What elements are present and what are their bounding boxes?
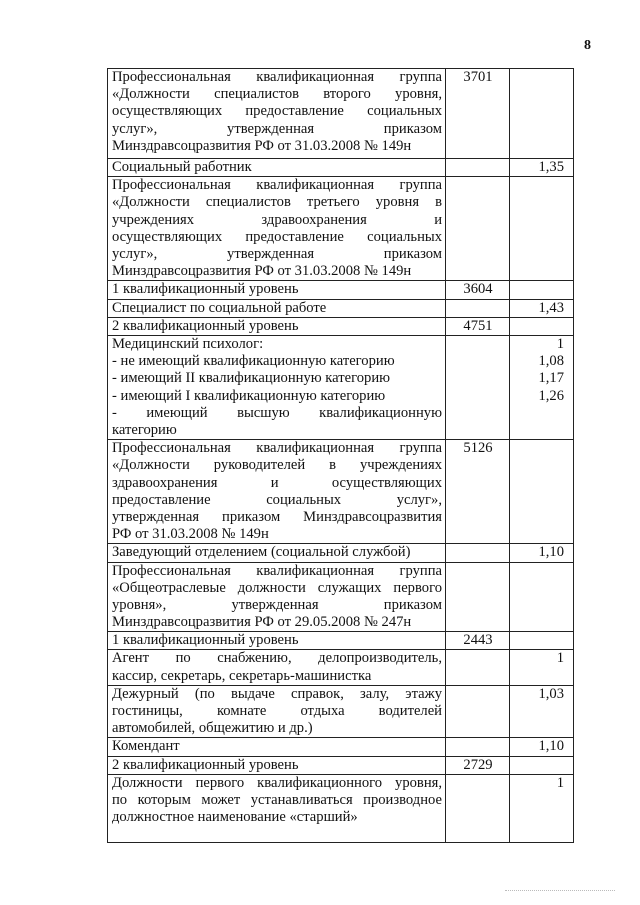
cell-line: 2 квалификационный уровень <box>112 756 299 773</box>
cell-line: 2 квалификационный уровень <box>112 317 299 334</box>
cell-line: осуществляющих предоставление социальных <box>112 103 442 120</box>
cell-line: - не имеющий квалификационную категорию <box>112 353 395 370</box>
table-row <box>108 335 574 439</box>
position-cell <box>108 685 446 738</box>
salary-cell <box>446 650 510 685</box>
salary-cell <box>446 440 510 544</box>
salary-cell <box>446 177 510 281</box>
salary-cell <box>446 299 510 317</box>
table-row <box>108 317 574 335</box>
cell-line: услуг», утвержденная приказом <box>112 245 442 262</box>
cell-line: «Должности специалистов второго уровня, <box>112 86 442 103</box>
position-cell <box>108 177 446 281</box>
salary-cell <box>446 281 510 299</box>
table-row <box>108 632 574 650</box>
cell-line: категорию <box>112 421 177 438</box>
coefficient-cell <box>510 544 574 562</box>
cell-line: осуществляющих предоставление социальных <box>112 228 442 245</box>
salary-cell <box>446 544 510 562</box>
cell-line: - имеющий высшую квалификационную <box>112 404 442 421</box>
cell-line: здравоохранения и осуществляющих <box>112 474 442 491</box>
position-cell <box>108 562 446 632</box>
cell-line: «Общеотраслевые должности служащих первого <box>112 579 442 596</box>
table-row <box>108 159 574 177</box>
cell-line: кассир, секретарь, секретарь-машинистка <box>112 667 372 684</box>
cell-line: РФ от 31.03.2008 № 149н <box>112 526 269 543</box>
cell-line: 1,10 <box>538 544 564 561</box>
salary-table <box>107 68 574 843</box>
coefficient-cell <box>510 685 574 738</box>
table-row <box>108 440 574 544</box>
cell-line: Должности первого квалификационного уровня, <box>112 774 442 791</box>
position-cell <box>108 69 446 159</box>
cell-line: 2729 <box>463 756 493 773</box>
coefficient-cell <box>510 335 574 439</box>
salary-cell <box>446 685 510 738</box>
cell-line: 5126 <box>463 440 493 457</box>
table-row <box>108 69 574 159</box>
table-row <box>108 177 574 281</box>
coefficient-cell <box>510 756 574 774</box>
cell-line: 1 <box>556 650 564 667</box>
cell-line: «Должности специалистов третьего уровня в <box>112 194 442 211</box>
salary-cell <box>446 774 510 842</box>
cell-line: Дежурный (по выдаче справок, залу, этажу <box>112 685 442 702</box>
position-cell <box>108 774 446 842</box>
coefficient-cell <box>510 69 574 159</box>
cell-line: Специалист по социальной работе <box>112 299 327 316</box>
cell-line: уровня», утвержденная приказом <box>112 596 442 613</box>
cell-line: 1,35 <box>538 159 564 175</box>
salary-cell <box>446 756 510 774</box>
coefficient-cell <box>510 774 574 842</box>
salary-cell <box>446 632 510 650</box>
coefficient-cell <box>510 440 574 544</box>
cell-line: Профессиональная квалификационная группа <box>112 69 442 85</box>
position-cell <box>108 738 446 756</box>
position-cell <box>108 281 446 299</box>
table-row <box>108 738 574 756</box>
table-row <box>108 774 574 842</box>
position-cell <box>108 159 446 177</box>
position-cell <box>108 299 446 317</box>
cell-line: 3604 <box>463 281 493 298</box>
position-cell <box>108 440 446 544</box>
table-row <box>108 756 574 774</box>
table-row <box>108 544 574 562</box>
cell-line: 1,43 <box>538 299 564 316</box>
coefficient-cell <box>510 317 574 335</box>
table-row <box>108 562 574 632</box>
salary-cell <box>446 69 510 159</box>
cell-line: Профессиональная квалификационная группа <box>112 562 442 579</box>
cell-line: должностное наименование «старший» <box>112 809 358 826</box>
cell-line: Минздравсоцразвития РФ от 29.05.2008 № 247н <box>112 614 412 631</box>
cell-line: 1 квалификационный уровень <box>112 281 299 298</box>
cell-line: - имеющий I квалификационную категорию <box>112 387 386 404</box>
cell-line: 3701 <box>463 69 493 85</box>
cell-line: 1,10 <box>538 738 564 755</box>
cell-line: 1 <box>556 774 564 791</box>
position-cell <box>108 317 446 335</box>
cell-line: 1 квалификационный уровень <box>112 632 299 649</box>
position-cell <box>108 756 446 774</box>
cell-line: гостиницы, комнате отдыха водителей <box>112 703 442 720</box>
cell-line: Минздравсоцразвития РФ от 31.03.2008 № 149н <box>112 263 412 280</box>
position-cell <box>108 632 446 650</box>
cell-line: Медицинский психолог: <box>112 335 264 352</box>
table-row <box>108 299 574 317</box>
cell-line: 1,17 <box>538 370 564 387</box>
page-number: 8 <box>584 38 591 53</box>
table-row <box>108 685 574 738</box>
coefficient-cell <box>510 650 574 685</box>
coefficient-cell <box>510 562 574 632</box>
cell-line: - имеющий II квалификационную категорию <box>112 370 391 387</box>
cell-line: Профессиональная квалификационная группа <box>112 177 442 194</box>
cell-line: Агент по снабжению, делопроизводитель, <box>112 650 442 667</box>
table-row <box>108 650 574 685</box>
cell-line: 1,08 <box>538 353 564 370</box>
cell-line: 1,26 <box>538 387 564 404</box>
table-row <box>108 281 574 299</box>
cell-line: «Должности руководителей в учреждениях <box>112 457 442 474</box>
cell-line: учреждениях здравоохранения и <box>112 211 442 228</box>
cell-line: 4751 <box>463 317 493 334</box>
coefficient-cell <box>510 299 574 317</box>
cell-line: Социальный работник <box>112 159 252 175</box>
coefficient-cell <box>510 632 574 650</box>
coefficient-cell <box>510 177 574 281</box>
cell-line: по которым может устанавливаться производное <box>112 792 442 809</box>
salary-cell <box>446 562 510 632</box>
salary-cell <box>446 738 510 756</box>
cell-line: Минздравсоцразвития РФ от 31.03.2008 № 149н <box>112 137 412 154</box>
scan-artifact <box>505 890 615 893</box>
cell-line: Заведующий отделением (социальной службой) <box>112 544 411 561</box>
coefficient-cell <box>510 159 574 177</box>
cell-line: автомобилей, общежитию и др.) <box>112 720 313 737</box>
salary-cell <box>446 159 510 177</box>
cell-line: утвержденная приказом Минздравсоцразвития <box>112 508 442 525</box>
salary-cell <box>446 335 510 439</box>
salary-cell <box>446 317 510 335</box>
cell-line: 2443 <box>463 632 493 649</box>
cell-line: Профессиональная квалификационная группа <box>112 440 442 457</box>
coefficient-cell <box>510 281 574 299</box>
cell-line: 1 <box>556 335 564 352</box>
position-cell <box>108 544 446 562</box>
cell-line: услуг», утвержденная приказом <box>112 120 442 137</box>
cell-line: Комендант <box>112 738 180 755</box>
coefficient-cell <box>510 738 574 756</box>
cell-line: предоставление социальных услуг», <box>112 491 442 508</box>
position-cell <box>108 650 446 685</box>
cell-line: 1,03 <box>538 685 564 702</box>
position-cell <box>108 335 446 439</box>
